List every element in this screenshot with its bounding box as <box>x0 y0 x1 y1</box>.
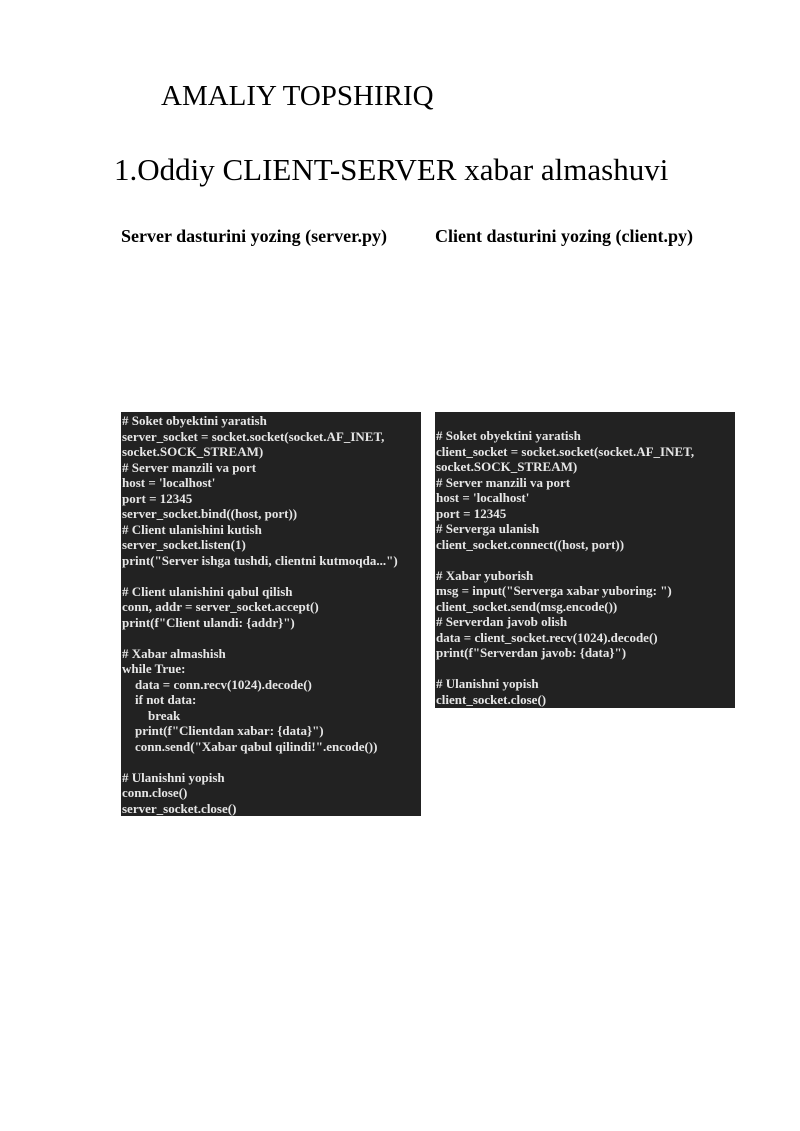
task-heading: 1.Oddiy CLIENT-SERVER xabar almashuvi <box>114 152 669 187</box>
code-line: # Serverdan javob olish <box>436 614 568 629</box>
code-line <box>122 754 415 770</box>
code-line: # Soket obyektini yaratish <box>436 428 581 443</box>
server-code-block <box>121 412 421 816</box>
code-line: socket.SOCK_STREAM) <box>122 444 264 459</box>
code-line: server_socket.close() <box>122 800 237 816</box>
code-line: port = 12345 <box>436 505 507 521</box>
code-line: conn.close() <box>122 785 188 800</box>
document-title: AMALIY TOPSHIRIQ <box>161 80 434 112</box>
code-line: # Serverga ulanish <box>436 521 540 536</box>
code-line <box>436 661 729 677</box>
code-line: port = 12345 <box>122 490 193 506</box>
client-code-block <box>435 412 735 708</box>
code-line: client_socket.close() <box>436 691 547 707</box>
code-line: if not data: <box>122 692 197 707</box>
code-line: server_socket = socket.socket(socket.AF_INET, <box>122 428 385 444</box>
code-line: print(f"Clientdan xabar: {data}") <box>122 723 324 738</box>
code-line: # Xabar yuborish <box>436 567 534 583</box>
code-line: # Client ulanishini qabul qilish <box>122 583 293 599</box>
code-line: print(f"Client ulandi: {addr}") <box>122 614 295 630</box>
code-line: break <box>122 707 181 723</box>
code-line: # Server manzili va port <box>122 459 257 475</box>
code-line: conn.send("Xabar qabul qilindi!".encode()) <box>122 738 378 754</box>
code-line: server_socket.bind((host, port)) <box>122 506 298 521</box>
code-line: print(f"Serverdan javob: {data}") <box>436 645 627 660</box>
code-line: client_socket = socket.socket(socket.AF_INET, <box>436 443 695 459</box>
code-line: client_socket.connect((host, port)) <box>436 536 625 552</box>
client-heading: Client dasturini yozing (client.py) <box>435 226 694 246</box>
code-line: socket.SOCK_STREAM) <box>436 459 578 474</box>
code-line: server_socket.listen(1) <box>122 537 246 552</box>
code-line: host = 'localhost' <box>122 475 216 490</box>
server-heading: Server dasturini yozing (server.py) <box>121 226 387 246</box>
code-line: # Server manzili va port <box>436 474 571 490</box>
code-line: # Ulanishni yopish <box>122 769 225 785</box>
code-line: data = client_socket.recv(1024).decode() <box>436 629 658 645</box>
code-line <box>122 630 415 646</box>
code-line <box>122 568 415 584</box>
code-line <box>436 552 729 568</box>
code-line: # Ulanishni yopish <box>436 676 539 691</box>
code-line: client_socket.send(msg.encode()) <box>436 598 618 614</box>
code-line: # Soket obyektini yaratish <box>122 413 267 428</box>
code-line: # Client ulanishini kutish <box>122 521 262 537</box>
code-line: data = conn.recv(1024).decode() <box>122 676 312 692</box>
code-line: msg = input("Serverga xabar yuboring: ") <box>436 583 672 598</box>
code-line: # Xabar almashish <box>122 645 226 661</box>
code-line: conn, addr = server_socket.accept() <box>122 599 319 614</box>
code-line: while True: <box>122 661 186 676</box>
code-line: print("Server ishga tushdi, clientni kutmoqda...") <box>122 552 398 568</box>
code-line: host = 'localhost' <box>436 490 530 505</box>
